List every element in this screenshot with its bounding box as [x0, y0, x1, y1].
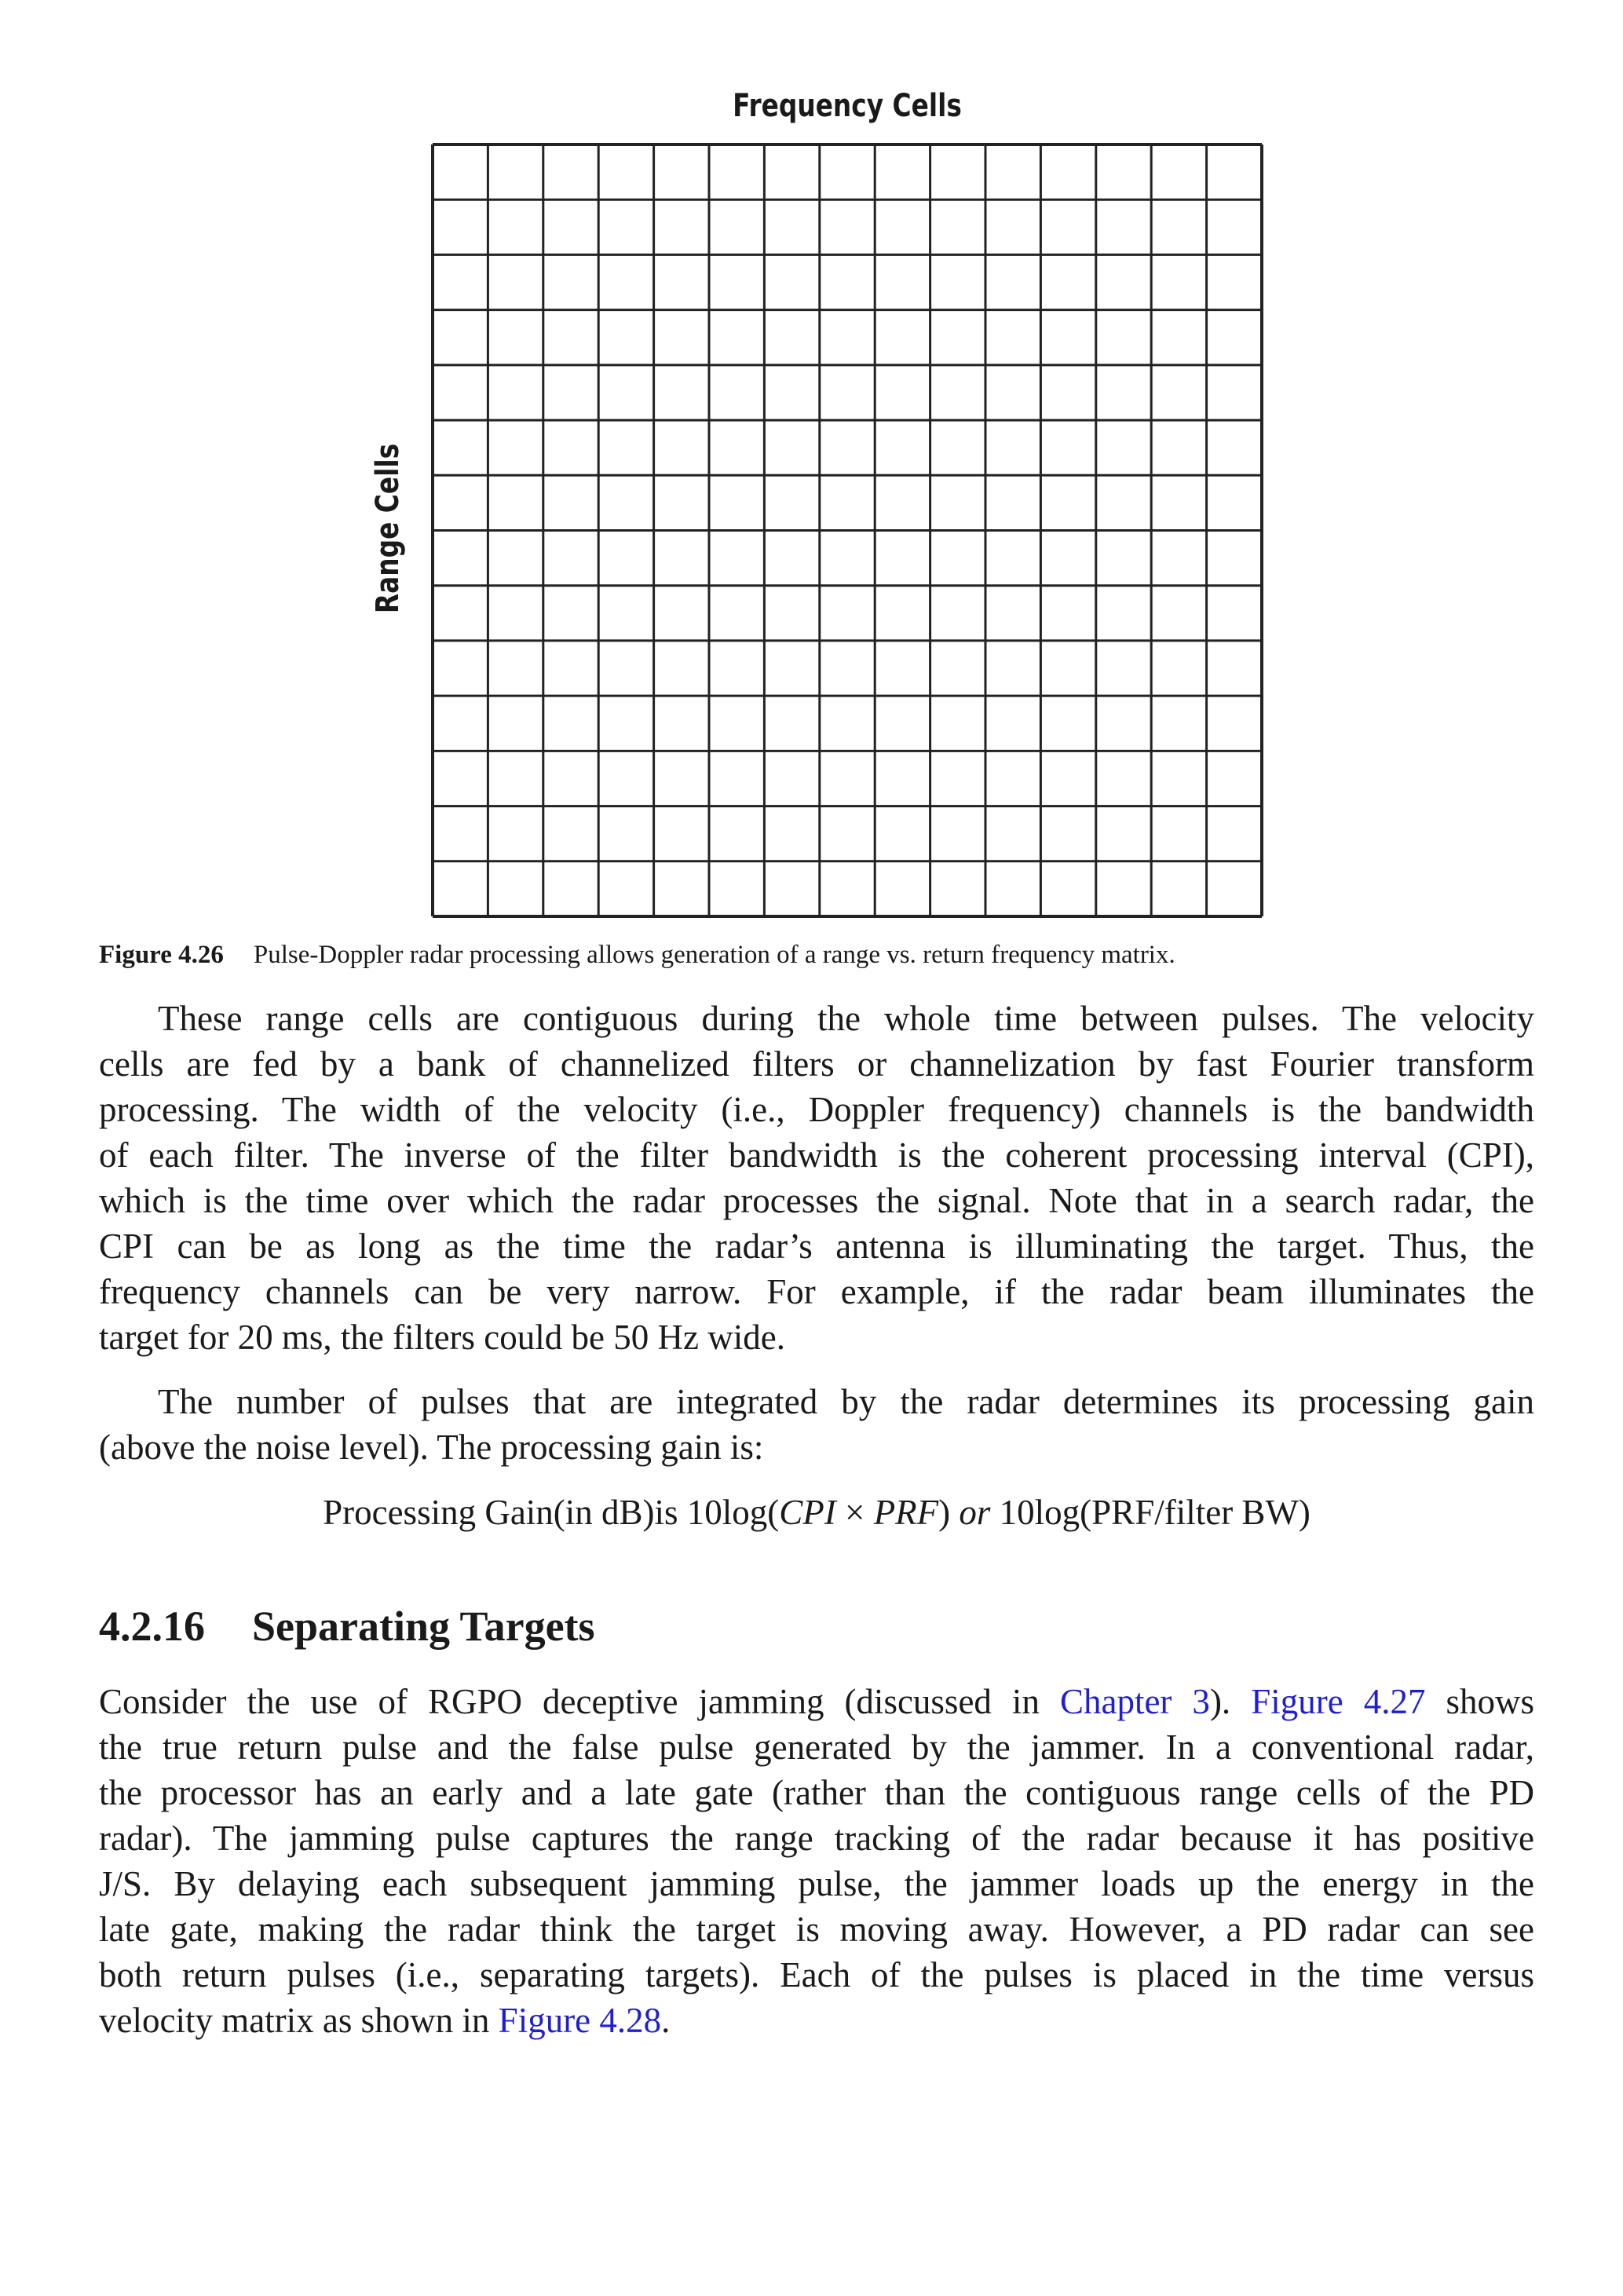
- text-segment: target for 20 ms, the filters could be 50 Hz wide.: [99, 1318, 785, 1357]
- text-line: [99, 996, 1534, 1041]
- text-line: [99, 1679, 1534, 1724]
- text-segment: (above the noise level). The processing gain is:: [99, 1428, 764, 1467]
- text-segment: late gate, making the radar think the target is moving away. However, a PD radar can see: [99, 1910, 1534, 1949]
- figure-y-axis-title: Range Cells: [370, 443, 406, 614]
- equation-or: or: [959, 1493, 991, 1532]
- section-heading: [99, 1602, 595, 1651]
- equation-suffix: 10log(PRF/filter BW): [990, 1493, 1310, 1532]
- text-line: [99, 1907, 1534, 1952]
- text-segment: These range cells are contiguous during the whole time between pulses. The velocity: [158, 999, 1534, 1038]
- text-segment: frequency channels can be very narrow. For example, if the radar beam illuminates the: [99, 1272, 1534, 1311]
- text-segment: the true return pulse and the false pulse generated by the jammer. In a conventional radar,: [99, 1727, 1534, 1767]
- figure-x-axis-title: Frequency Cells: [733, 88, 962, 124]
- text-line: [99, 1770, 1534, 1815]
- range-frequency-matrix-grid: [430, 142, 1264, 919]
- text-line: [99, 1132, 1534, 1178]
- text-line: [99, 1041, 1534, 1087]
- text-line: [99, 1861, 1534, 1907]
- text-line: [99, 1178, 1534, 1223]
- equation-close: ): [938, 1493, 960, 1532]
- text-segment: cells are fed by a bank of channelized filters or channelization by fast Fourier transform: [99, 1044, 1534, 1084]
- paragraph-processing-gain: [99, 1379, 1534, 1470]
- text-segment: radar). The jamming pulse captures the range tracking of the radar because it has positive: [99, 1819, 1534, 1858]
- figure-caption: [99, 941, 1175, 970]
- text-segment: of each filter. The inverse of the filter bandwidth is the coherent processing interval (CPI),: [99, 1135, 1534, 1175]
- equation-cpi: CPI: [779, 1493, 836, 1532]
- text-segment: the processor has an early and a late gate (rather than the contiguous range cells of the PD: [99, 1773, 1534, 1812]
- cross-reference-link[interactable]: Chapter 3: [1059, 1682, 1210, 1721]
- text-segment: .: [661, 2001, 671, 2040]
- text-line: [99, 1952, 1534, 1998]
- text-segment: CPI can be as long as the time the radar’s antenna is illuminating the target. Thus, the: [99, 1227, 1534, 1266]
- text-segment: which is the time over which the radar processes the signal. Note that in a search radar, the: [99, 1181, 1534, 1220]
- text-line: [99, 1424, 1534, 1470]
- text-line: [99, 1269, 1534, 1314]
- figure-caption-label: Figure 4.26: [99, 941, 224, 969]
- text-line: [99, 1998, 1534, 2043]
- text-segment: both return pulses (i.e., separating targets). Each of the pulses is placed in the time versus: [99, 1955, 1534, 1994]
- cross-reference-link[interactable]: Figure 4.28: [498, 2001, 662, 2040]
- equation-prf: PRF: [873, 1493, 939, 1532]
- text-line: [99, 1724, 1534, 1770]
- text-segment: velocity matrix as shown in: [99, 2001, 499, 2040]
- section-title: Separating Targets: [252, 1603, 595, 1650]
- text-line: [99, 1314, 1534, 1360]
- cross-reference-link[interactable]: Figure 4.27: [1251, 1682, 1426, 1721]
- paragraph-range-cells: [99, 996, 1534, 1360]
- equation-prefix: Processing Gain(in dB)is 10log(: [323, 1493, 780, 1532]
- text-line: [99, 1223, 1534, 1269]
- section-number: 4.2.16: [99, 1603, 205, 1650]
- text-segment: The number of pulses that are integrated by the radar determines its processing gain: [158, 1382, 1534, 1421]
- text-line: [99, 1087, 1534, 1132]
- text-segment: shows: [1425, 1682, 1534, 1721]
- text-segment: Consider the use of RGPO deceptive jamming (discussed in: [99, 1682, 1060, 1721]
- text-line: [99, 1815, 1534, 1861]
- text-segment: ).: [1209, 1682, 1252, 1721]
- equation-times: ×: [835, 1493, 874, 1532]
- text-segment: J/S. By delaying each subsequent jamming pulse, the jammer loads up the energy in the: [99, 1864, 1534, 1903]
- text-line: [99, 1379, 1534, 1424]
- paragraph-separating-targets: [99, 1679, 1534, 2043]
- text-segment: processing. The width of the velocity (i.e., Doppler frequency) channels is the bandwidth: [99, 1090, 1534, 1129]
- figure-caption-text: Pulse-Doppler radar processing allows generation of a range vs. return frequency matrix.: [253, 941, 1175, 969]
- processing-gain-equation: [99, 1490, 1534, 1535]
